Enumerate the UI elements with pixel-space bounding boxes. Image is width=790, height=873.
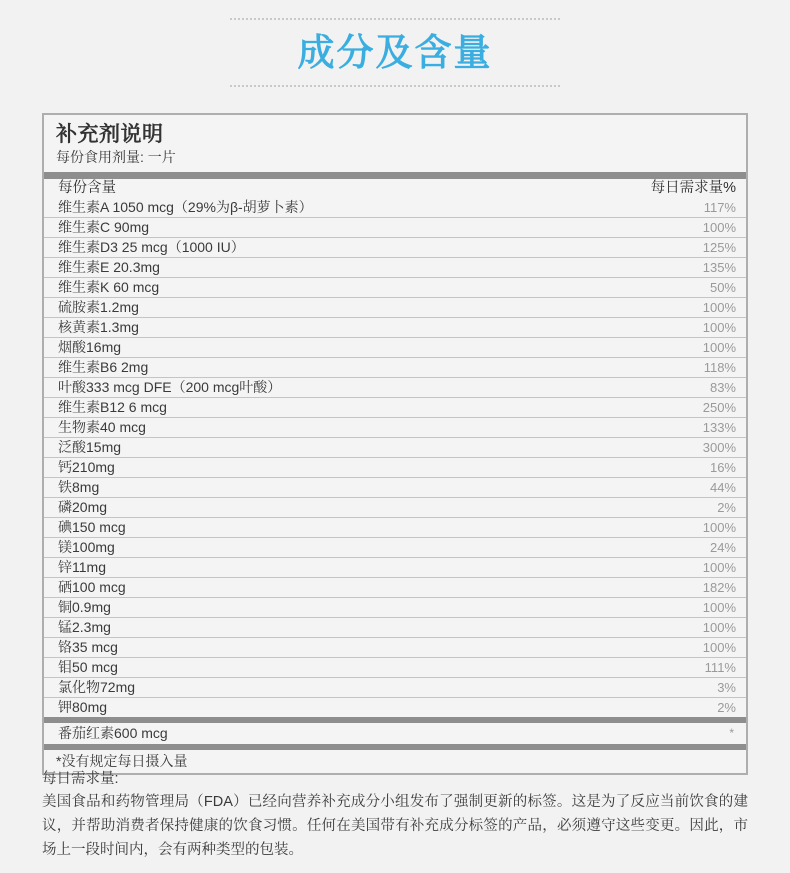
lycopene-daily-value: * (729, 726, 734, 740)
nutrient-name: 维生素D3 25 mcg（1000 IU） (44, 238, 618, 258)
nutrient-name: 锰2.3mg (44, 618, 618, 638)
column-header-amount: 每份含量 (44, 179, 618, 198)
table-row (44, 238, 746, 258)
nutrient-name: 泛酸15mg (44, 438, 618, 458)
nutrient-daily-value: 300% (618, 438, 746, 458)
table-row (44, 418, 746, 438)
header-separator-bar (44, 172, 746, 179)
nutrient-name: 锌11mg (44, 558, 618, 578)
table-row (44, 458, 746, 478)
nutrient-name: 维生素B12 6 mcg (44, 398, 618, 418)
nutrient-name: 维生素E 20.3mg (44, 258, 618, 278)
notes-label: 每日需求量: (42, 771, 119, 787)
lycopene-name: 番茄红素600 mcg (58, 725, 168, 741)
table-row (44, 358, 746, 378)
table-row-lycopene (44, 723, 746, 744)
nutrient-daily-value: 117% (618, 198, 746, 218)
nutrient-daily-value: 100% (618, 298, 746, 318)
nutrient-daily-value: 100% (618, 618, 746, 638)
title-banner (0, 0, 790, 88)
nutrients-table-body (44, 179, 746, 198)
nutrient-name: 叶酸333 mcg DFE（200 mcg叶酸） (44, 378, 618, 398)
table-row (44, 578, 746, 598)
nutrient-name: 磷20mg (44, 498, 618, 518)
nutrient-name: 硫胺素1.2mg (44, 298, 618, 318)
nutrient-name: 维生素C 90mg (44, 218, 618, 238)
nutrient-daily-value: 3% (618, 678, 746, 698)
nutrient-daily-value: 100% (618, 518, 746, 538)
table-row (44, 598, 746, 618)
table-column-header-row (44, 179, 746, 198)
nutrient-name: 钾80mg (44, 698, 618, 718)
nutrient-daily-value: 100% (618, 558, 746, 578)
serving-size: 每份食用剂量: 一片 (56, 149, 176, 165)
table-row (44, 258, 746, 278)
nutrient-name: 碘150 mcg (44, 518, 618, 538)
table-row (44, 398, 746, 418)
nutrient-rows (44, 198, 746, 717)
table-row (44, 658, 746, 678)
nutrient-daily-value: 2% (618, 498, 746, 518)
nutrient-daily-value: 100% (618, 598, 746, 618)
table-row (44, 678, 746, 698)
nutrient-name: 钼50 mcg (44, 658, 618, 678)
nutrient-daily-value: 182% (618, 578, 746, 598)
nutrient-name: 维生素B6 2mg (44, 358, 618, 378)
table-row (44, 338, 746, 358)
nutrient-daily-value: 100% (618, 338, 746, 358)
nutrient-name: 生物素40 mcg (44, 418, 618, 438)
table-row (44, 378, 746, 398)
table-row (44, 438, 746, 458)
notes-section (42, 769, 748, 862)
nutrient-daily-value: 135% (618, 258, 746, 278)
nutrient-name: 氯化物72mg (44, 678, 618, 698)
panel-header (44, 115, 746, 172)
nutrient-daily-value: 100% (618, 318, 746, 338)
nutrient-daily-value: 118% (618, 358, 746, 378)
nutrient-name: 铜0.9mg (44, 598, 618, 618)
nutrient-daily-value: 100% (618, 218, 746, 238)
nutrient-daily-value: 83% (618, 378, 746, 398)
nutrient-daily-value: 50% (618, 278, 746, 298)
table-row (44, 618, 746, 638)
nutrient-daily-value: 16% (618, 458, 746, 478)
nutrient-name: 维生素A 1050 mcg（29%为β-胡萝卜素） (44, 198, 618, 218)
nutrients-table (44, 179, 746, 717)
table-row (44, 198, 746, 218)
nutrient-daily-value: 125% (618, 238, 746, 258)
table-row (44, 498, 746, 518)
nutrient-daily-value: 133% (618, 418, 746, 438)
table-row (44, 698, 746, 718)
nutrient-daily-value: 2% (618, 698, 746, 718)
supplement-facts-panel (42, 113, 748, 775)
table-row (44, 478, 746, 498)
nutrient-name: 铁8mg (44, 478, 618, 498)
table-row (44, 278, 746, 298)
page-title: 成分及含量 (297, 32, 493, 73)
nutrient-daily-value: 24% (618, 538, 746, 558)
column-header-daily-value: 每日需求量% (618, 179, 746, 198)
nutrient-name: 烟酸16mg (44, 338, 618, 358)
notes-body: 美国食品和药物管理局（FDA）已经向营养补充成分小组发布了强制更新的标签。这是为了反应当前饮食的建议，并帮助消费者保持健康的饮食习惯。任何在美国带有补充成分标签的产品，必须遵守这些变更。因此，市场上一段时间内，会有两种类型的包装。 (42, 794, 748, 858)
table-row (44, 638, 746, 658)
table-row (44, 218, 746, 238)
nutrient-name: 钙210mg (44, 458, 618, 478)
table-row (44, 518, 746, 538)
nutrient-daily-value: 250% (618, 398, 746, 418)
nutrient-daily-value: 100% (618, 638, 746, 658)
panel-title: 补充剂说明 (56, 123, 164, 146)
dotted-divider-top (230, 18, 560, 21)
nutrient-name: 核黄素1.3mg (44, 318, 618, 338)
nutrient-name: 硒100 mcg (44, 578, 618, 598)
nutrient-daily-value: 44% (618, 478, 746, 498)
table-row (44, 538, 746, 558)
table-row (44, 298, 746, 318)
table-row (44, 318, 746, 338)
nutrient-daily-value: 111% (618, 658, 746, 678)
dotted-divider-bottom (230, 85, 560, 88)
footnote-text: *没有规定每日摄入量 (56, 753, 188, 769)
nutrient-name: 维生素K 60 mcg (44, 278, 618, 298)
nutrient-name: 铬35 mcg (44, 638, 618, 658)
table-row (44, 558, 746, 578)
nutrient-name: 镁100mg (44, 538, 618, 558)
